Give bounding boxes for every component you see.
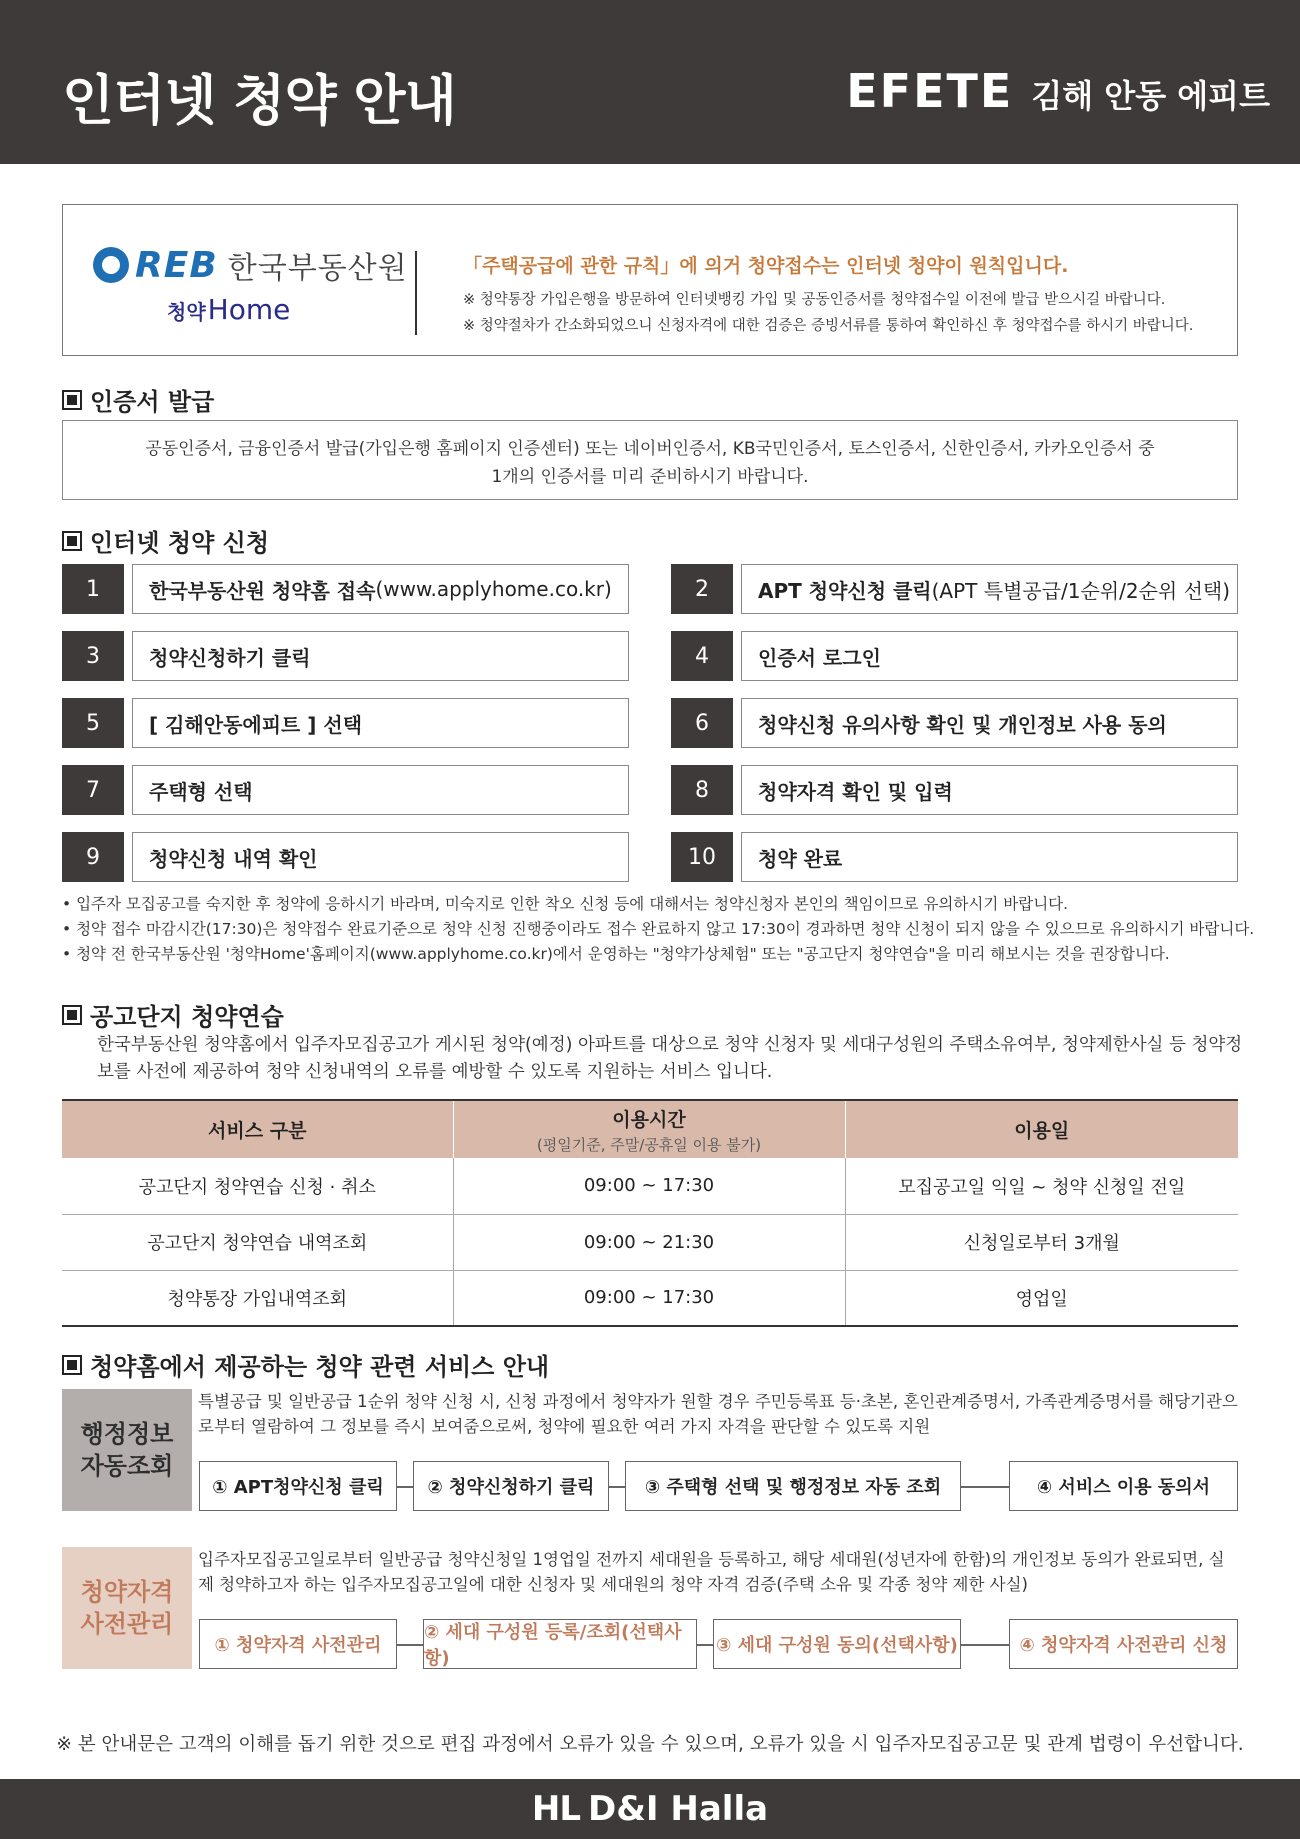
section-heading-text: 인터넷 청약 신청 xyxy=(90,529,269,557)
step-number: 7 xyxy=(62,765,124,815)
step-label-main: 인증서 로그인 xyxy=(758,645,881,670)
table-cell: 청약통장 가입내역조회 xyxy=(62,1270,453,1326)
step-5 xyxy=(62,698,629,748)
column-header-sub: (평일기준, 주말/공휴일 이용 불가) xyxy=(536,1135,762,1154)
step-3 xyxy=(62,631,629,681)
step-label xyxy=(132,564,629,614)
step-label xyxy=(741,765,1238,815)
step-label-main: 청약 완료 xyxy=(758,846,843,871)
step-8 xyxy=(671,765,1238,815)
step-label xyxy=(741,564,1238,614)
square-bullet-icon xyxy=(62,1355,82,1375)
step-number: 3 xyxy=(62,631,124,681)
admin-lookup-tag xyxy=(62,1389,192,1511)
page-footer xyxy=(0,1779,1300,1839)
qual-flow-step: ③ 세대 구성원 동의(선택사항) xyxy=(713,1619,961,1669)
section-heading-cert xyxy=(62,382,214,417)
flow-connector xyxy=(397,1644,423,1646)
tag-line: 자동조회 xyxy=(80,1452,174,1480)
square-bullet-icon xyxy=(62,390,82,410)
step-label-main: [ 김해안동에피트 ] 선택 xyxy=(149,712,363,737)
step-label-main: 주택형 선택 xyxy=(149,779,253,804)
table-row xyxy=(62,1214,1238,1270)
step-label-sub: (APT 특별공급/1순위/2순위 선택) xyxy=(931,578,1231,603)
flow-connector xyxy=(961,1644,1009,1646)
table-cell: 09:00 ~ 17:30 xyxy=(453,1270,845,1326)
cert-box xyxy=(62,420,1238,500)
page-title: 인터넷 청약 안내 xyxy=(62,69,456,132)
table-cell: 신청일로부터 3개월 xyxy=(845,1214,1238,1270)
qualification-tag xyxy=(62,1547,192,1669)
applyhome-prefix: 청약 xyxy=(167,300,206,324)
cert-line: 공동인증서, 금융인증서 발급(가입은행 홈페이지 인증센터) 또는 네이버인증서, KB국민인증서, 토스인증서, 신한인증서, 카카오인증서 중 xyxy=(145,439,1155,459)
step-label-main: 청약자격 확인 및 입력 xyxy=(758,779,953,804)
step-2 xyxy=(671,564,1238,614)
tag-line: 행정정보 xyxy=(80,1420,174,1448)
step-label xyxy=(132,698,629,748)
flow-connector xyxy=(397,1486,413,1488)
reb-org-name: 한국부동산원 xyxy=(227,251,408,286)
brand-name: 김해 안동 에피트 xyxy=(1031,77,1270,115)
table-row xyxy=(62,1270,1238,1326)
rules-note: ※ 청약절차가 간소화되었으니 신청자격에 대한 검증은 증빙서류를 통하여 확인하신 후 청약접수를 하시기 바랍니다. xyxy=(463,318,1194,334)
qual-flow-step: ④ 청약자격 사전관리 신청 xyxy=(1009,1619,1238,1669)
step-number: 1 xyxy=(62,564,124,614)
apply-note: • 청약 접수 마감시간(17:30)은 청약접수 완료기준으로 청약 신청 진행중이라도 접수 완료하지 않고 17:30이 경과하면 청약 신청이 되지 않을 수 있으므로 유의하시기 바랍니다. xyxy=(62,920,1255,938)
tag-line: 청약자격 xyxy=(80,1578,174,1606)
table-cell: 공고단지 청약연습 내역조회 xyxy=(62,1214,453,1270)
column-header: 서비스 구분 xyxy=(62,1100,453,1158)
service-table xyxy=(62,1099,1238,1327)
column-header-text: 이용시간 xyxy=(612,1108,686,1131)
reb-logo-text: REB xyxy=(135,244,218,286)
flow-connector xyxy=(961,1486,1009,1488)
step-label xyxy=(132,631,629,681)
section-heading-apply xyxy=(62,523,269,558)
step-number: 9 xyxy=(62,832,124,882)
section-heading-text: 인증서 발급 xyxy=(90,388,215,416)
table-cell: 09:00 ~ 21:30 xyxy=(453,1214,845,1270)
page-header xyxy=(0,0,1300,164)
step-1 xyxy=(62,564,629,614)
reb-mark-icon xyxy=(93,247,129,283)
practice-description: 한국부동산원 청약홈에서 입주자모집공고가 게시된 청약(예정) 아파트를 대상으로 청약 신청자 및 세대구성원의 주택소유여부, 청약제한사실 등 청약정보를 사전에 제공하여 청약 신청내역의 오류를 예방할 수 있도록 지원하는 서비스 입니다. xyxy=(97,1035,1243,1082)
cert-line: 1개의 인증서를 미리 준비하시기 바랍니다. xyxy=(491,467,809,487)
rules-note: ※ 청약통장 가입은행을 방문하여 인터넷뱅킹 가입 및 공동인증서를 청약접수일 이전에 발급 받으시길 바랍니다. xyxy=(463,292,1166,308)
apply-note: • 입주자 모집공고를 숙지한 후 청약에 응하시기 바라며, 미숙지로 인한 착오 신청 등에 대해서는 청약신청자 본인의 책임이므로 유의하시기 바랍니다. xyxy=(62,895,1069,913)
admin-flow-step: ④ 서비스 이용 동의서 xyxy=(1009,1461,1238,1511)
column-header-time xyxy=(453,1100,845,1158)
step-label xyxy=(741,631,1238,681)
step-label xyxy=(741,698,1238,748)
qual-flow-step: ② 세대 구성원 등록/조회(선택사항) xyxy=(423,1619,697,1669)
rules-text xyxy=(463,251,1193,340)
step-6 xyxy=(671,698,1238,748)
applyhome-logo xyxy=(167,293,290,326)
step-10 xyxy=(671,832,1238,882)
hl-logo: HL xyxy=(531,1789,581,1829)
step-4 xyxy=(671,631,1238,681)
brand xyxy=(846,64,1270,118)
section-heading-text: 공고단지 청약연습 xyxy=(90,1003,284,1031)
apply-notes xyxy=(62,892,1254,967)
step-number: 8 xyxy=(671,765,733,815)
step-label-main: 청약신청 유의사항 확인 및 개인정보 사용 동의 xyxy=(758,712,1167,737)
admin-lookup-desc: 특별공급 및 일반공급 1순위 청약 신청 시, 신청 과정에서 청약자가 원할 경우 주민등록표 등·초본, 혼인관계증명서, 가족관계증명서를 해당기관으로부터 열람하여 그 정보를 즉시 보여줌으로써, 청약에 필요한 여러 가지 자격을 판단할 수 있도록 지원 xyxy=(198,1392,1238,1436)
table-cell: 09:00 ~ 17:30 xyxy=(453,1158,845,1214)
section-heading-services xyxy=(62,1347,549,1382)
apply-note: • 청약 전 한국부동산원 '청약Home'홈페이지(www.applyhome.co.kr)에서 운영하는 "청약가상체험" 또는 "공고단지 청약연습"을 미리 해보시는 것을 권장합니다. xyxy=(62,945,1170,963)
rules-infobox xyxy=(62,204,1238,356)
step-number: 2 xyxy=(671,564,733,614)
admin-flow-step: ② 청약신청하기 클릭 xyxy=(413,1461,609,1511)
applyhome-text: Home xyxy=(207,293,291,326)
step-number: 4 xyxy=(671,631,733,681)
table-row xyxy=(62,1158,1238,1214)
table-cell: 모집공고일 익일 ~ 청약 신청일 전일 xyxy=(845,1158,1238,1214)
step-label xyxy=(132,832,629,882)
table-header-row xyxy=(62,1100,1238,1158)
step-label-main: 청약신청하기 클릭 xyxy=(149,645,311,670)
step-7 xyxy=(62,765,629,815)
divider xyxy=(415,251,417,335)
step-label-main: 한국부동산원 청약홈 접속 xyxy=(149,578,376,603)
square-bullet-icon xyxy=(62,1005,82,1025)
flow-connector xyxy=(697,1644,713,1646)
step-label-main: APT 청약신청 클릭 xyxy=(758,578,932,603)
qualification-block xyxy=(62,1547,1238,1669)
step-number: 10 xyxy=(671,832,733,882)
disclaimer: ※ 본 안내문은 고객의 이해를 돕기 위한 것으로 편집 과정에서 오류가 있을 수 있으며, 오류가 있을 시 입주자모집공고문 및 관계 법령이 우선합니다. xyxy=(56,1734,1244,1755)
step-9 xyxy=(62,832,629,882)
section-heading-text: 청약홈에서 제공하는 청약 관련 서비스 안내 xyxy=(90,1353,550,1381)
column-header: 이용일 xyxy=(845,1100,1238,1158)
step-label-main: 청약신청 내역 확인 xyxy=(149,846,318,871)
qualification-desc: 입주자모집공고일로부터 일반공급 청약신청일 1영업일 전까지 세대원을 등록하고, 해당 세대원(성년자에 한함)의 개인정보 동의가 완료되면, 실제 청약하고자 하는 입주자모집공고일에 대한 신청자 및 세대원의 청약 자격 검증(주택 소유 및 각종 청약 제한 사실) xyxy=(198,1550,1225,1594)
admin-flow-step: ③ 주택형 선택 및 행정정보 자동 조회 xyxy=(625,1461,961,1511)
company-name: D&I Halla xyxy=(588,1789,769,1829)
rules-lead: 「주택공급에 관한 규칙」에 의거 청약접수는 인터넷 청약이 원칙입니다. xyxy=(463,255,1069,277)
tag-line: 사전관리 xyxy=(80,1610,174,1638)
step-label xyxy=(741,832,1238,882)
flow-connector xyxy=(609,1486,625,1488)
admin-flow-step: ① APT청약신청 클릭 xyxy=(199,1461,397,1511)
section-heading-practice xyxy=(62,997,284,1032)
square-bullet-icon xyxy=(62,531,82,551)
step-number: 5 xyxy=(62,698,124,748)
table-cell: 영업일 xyxy=(845,1270,1238,1326)
step-label xyxy=(132,765,629,815)
step-label-sub: (www.applyhome.co.kr) xyxy=(375,577,612,601)
admin-lookup-block xyxy=(62,1389,1238,1511)
step-number: 6 xyxy=(671,698,733,748)
qual-flow-step: ① 청약자격 사전관리 xyxy=(199,1619,397,1669)
table-cell: 공고단지 청약연습 신청 · 취소 xyxy=(62,1158,453,1214)
brand-logo: EFETE xyxy=(846,64,1014,118)
reb-logo xyxy=(93,243,408,287)
